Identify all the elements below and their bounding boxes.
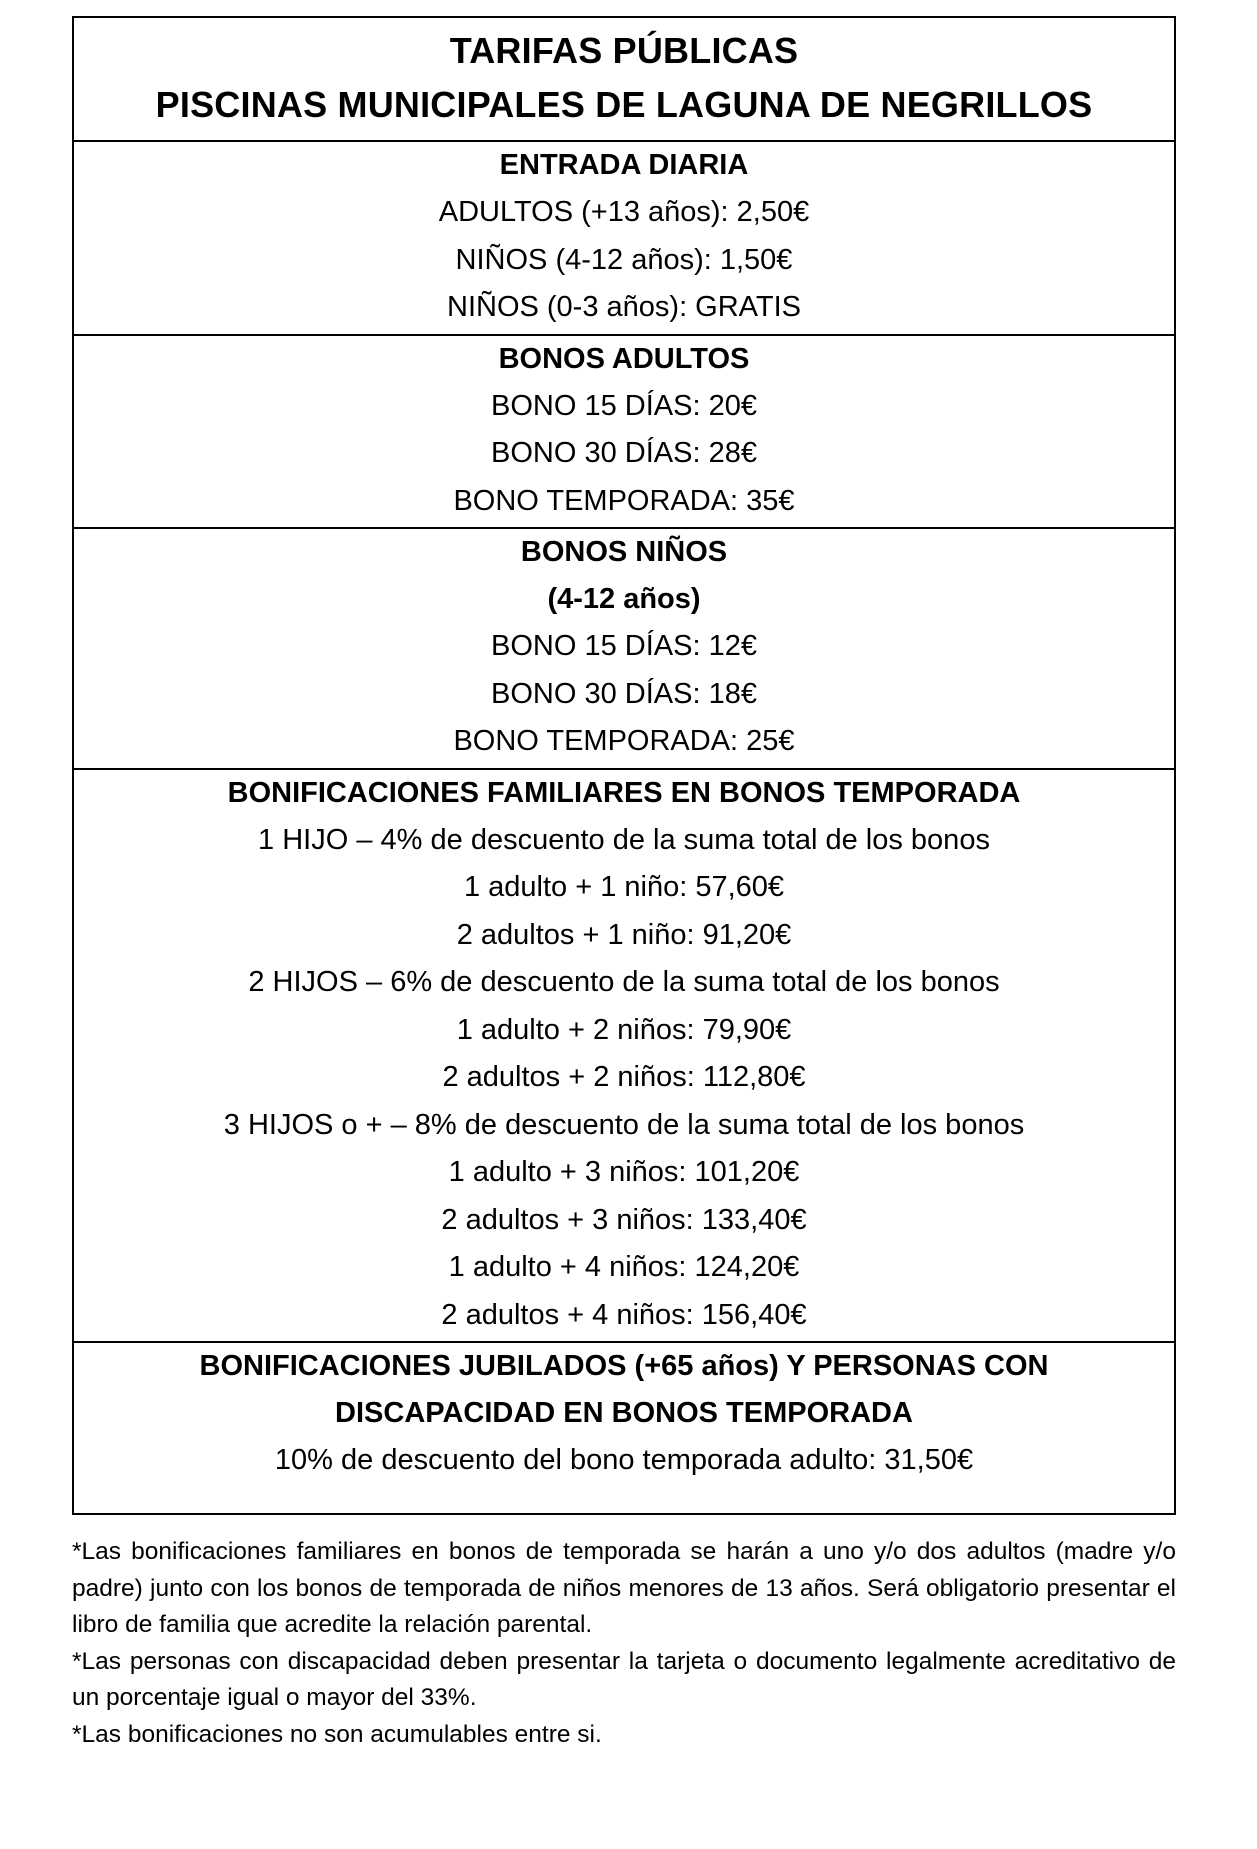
- price-row: BONO 15 DÍAS: 20€: [491, 389, 757, 422]
- section-title: BONIFICACIONES FAMILIARES EN BONOS TEMPORADA: [227, 776, 1021, 809]
- section-adult-passes: [74, 336, 1174, 530]
- price-row: BONO 30 DÍAS: 18€: [491, 677, 757, 710]
- price-row: BONO TEMPORADA: 35€: [453, 484, 795, 517]
- price-row: 2 HIJOS – 6% de descuento de la suma total de los bonos: [248, 966, 1000, 998]
- price-row: BONO 30 DÍAS: 28€: [491, 437, 757, 469]
- price-row: 1 adulto + 2 niños: 79,90€: [456, 1013, 792, 1046]
- price-row: 2 adultos + 1 niño: 91,20€: [456, 918, 792, 951]
- section-senior-disability-discounts: [74, 1343, 1174, 1513]
- price-row: 10% de descuento del bono temporada adulto: 31,50€: [274, 1444, 974, 1476]
- table-header: [74, 18, 1174, 142]
- price-row: 2 adultos + 2 niños: 112,80€: [442, 1061, 806, 1093]
- footnote-family: *Las bonificaciones familiares en bonos de temporada se harán a uno y/o dos adultos (madre y/o padre) junto con los bonos de temporada de niños menores de 13 años. Será obligatorio presentar el libro de familia que acredite la relación parental.: [72, 1538, 1176, 1638]
- section-family-discounts: [74, 770, 1174, 1344]
- section-daily-entry: [74, 142, 1174, 336]
- sections-container: [74, 142, 1174, 1513]
- price-row: 2 adultos + 3 niños: 133,40€: [441, 1203, 807, 1236]
- price-row: 1 adulto + 1 niño: 57,60€: [463, 871, 785, 903]
- section-title: BONIFICACIONES JUBILADOS (+65 años) Y PERSONAS CON: [199, 1350, 1049, 1382]
- price-row: 1 adulto + 3 niños: 101,20€: [448, 1156, 800, 1188]
- price-row: BONO TEMPORADA: 25€: [453, 725, 795, 757]
- header-title: TARIFAS PÚBLICAS: [449, 30, 799, 71]
- price-row: BONO 15 DÍAS: 12€: [491, 630, 757, 662]
- price-row: 3 HIJOS o + – 8% de descuento de la suma total de los bonos: [223, 1108, 1025, 1141]
- section-child-passes: [74, 529, 1174, 770]
- section-title: ENTRADA DIARIA: [499, 149, 749, 181]
- header-subtitle: PISCINAS MUNICIPALES DE LAGUNA DE NEGRILLOS: [155, 84, 1093, 125]
- section-title: BONOS ADULTOS: [498, 342, 750, 375]
- price-row: 1 adulto + 4 niños: 124,20€: [448, 1251, 800, 1283]
- price-row: 1 HIJO – 4% de descuento de la suma total de los bonos: [258, 823, 990, 856]
- price-row: NIÑOS (0-3 años): GRATIS: [447, 291, 801, 323]
- section-title: BONOS NIÑOS: [520, 536, 728, 568]
- rates-table: [72, 16, 1176, 1515]
- footnote-non-cumulative: *Las bonificaciones no son acumulables entre si.: [72, 1720, 602, 1748]
- footnotes: [72, 1534, 1176, 1753]
- section-title: (4-12 años): [547, 583, 701, 615]
- price-row: NIÑOS (4-12 años): 1,50€: [455, 243, 793, 276]
- footnote-disability: *Las personas con discapacidad deben presentar la tarjeta o documento legalmente acreditativo de un porcentaje igual o mayor del 33%.: [72, 1647, 1176, 1711]
- price-row: 2 adultos + 4 niños: 156,40€: [441, 1298, 807, 1331]
- section-title: DISCAPACIDAD EN BONOS TEMPORADA: [335, 1397, 913, 1429]
- price-row: ADULTOS (+13 años): 2,50€: [438, 196, 810, 228]
